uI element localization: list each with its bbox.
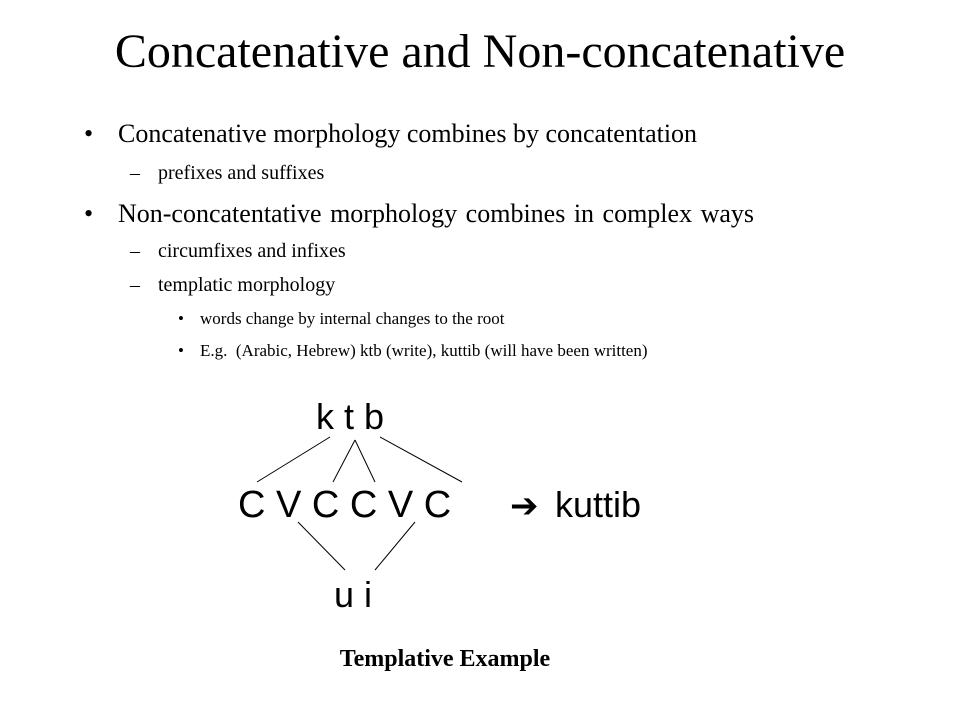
dash-marker: – <box>130 162 140 184</box>
sub-bullet-templatic: templatic morphology <box>158 274 336 296</box>
sub-bullet-circumfixes: circumfixes and infixes <box>158 240 346 262</box>
diagram-caption: Templative Example <box>339 646 551 672</box>
root-consonants: k t b <box>316 396 385 437</box>
sub-sub-bullet-example: E.g. (Arabic, Hebrew) ktb (write), kuttib (will have been written) <box>200 341 648 360</box>
bullet-marker: • <box>84 199 94 228</box>
connector-v2-i <box>375 522 415 570</box>
bullet-marker: • <box>178 341 184 360</box>
connector-b-c4 <box>380 437 462 482</box>
connector-t-c3 <box>355 440 375 482</box>
connector-k-c1 <box>257 437 330 482</box>
connector-t-c2 <box>333 440 355 482</box>
result-word: kuttib <box>555 484 642 525</box>
vowel-melody: u i <box>334 574 373 615</box>
bullet-concatenative: Concatenative morphology combines by concatentation <box>118 119 698 148</box>
sub-bullet-prefixes: prefixes and suffixes <box>158 162 325 184</box>
bullet-marker: • <box>178 309 184 328</box>
bullet-marker: • <box>84 119 94 148</box>
connector-v1-u <box>298 522 345 570</box>
cv-template: C V C C V C <box>238 484 452 526</box>
sub-sub-bullet-internal-changes: words change by internal changes to the root <box>200 309 505 328</box>
slide-title: Concatenative and Non-concatenative <box>114 25 846 78</box>
arrow-icon: ➔ <box>510 486 539 526</box>
dash-marker: – <box>130 240 140 262</box>
dash-marker: – <box>130 274 140 296</box>
bullet-non-concatenative: Non-concatentative morphology combines in complex ways <box>118 199 755 228</box>
